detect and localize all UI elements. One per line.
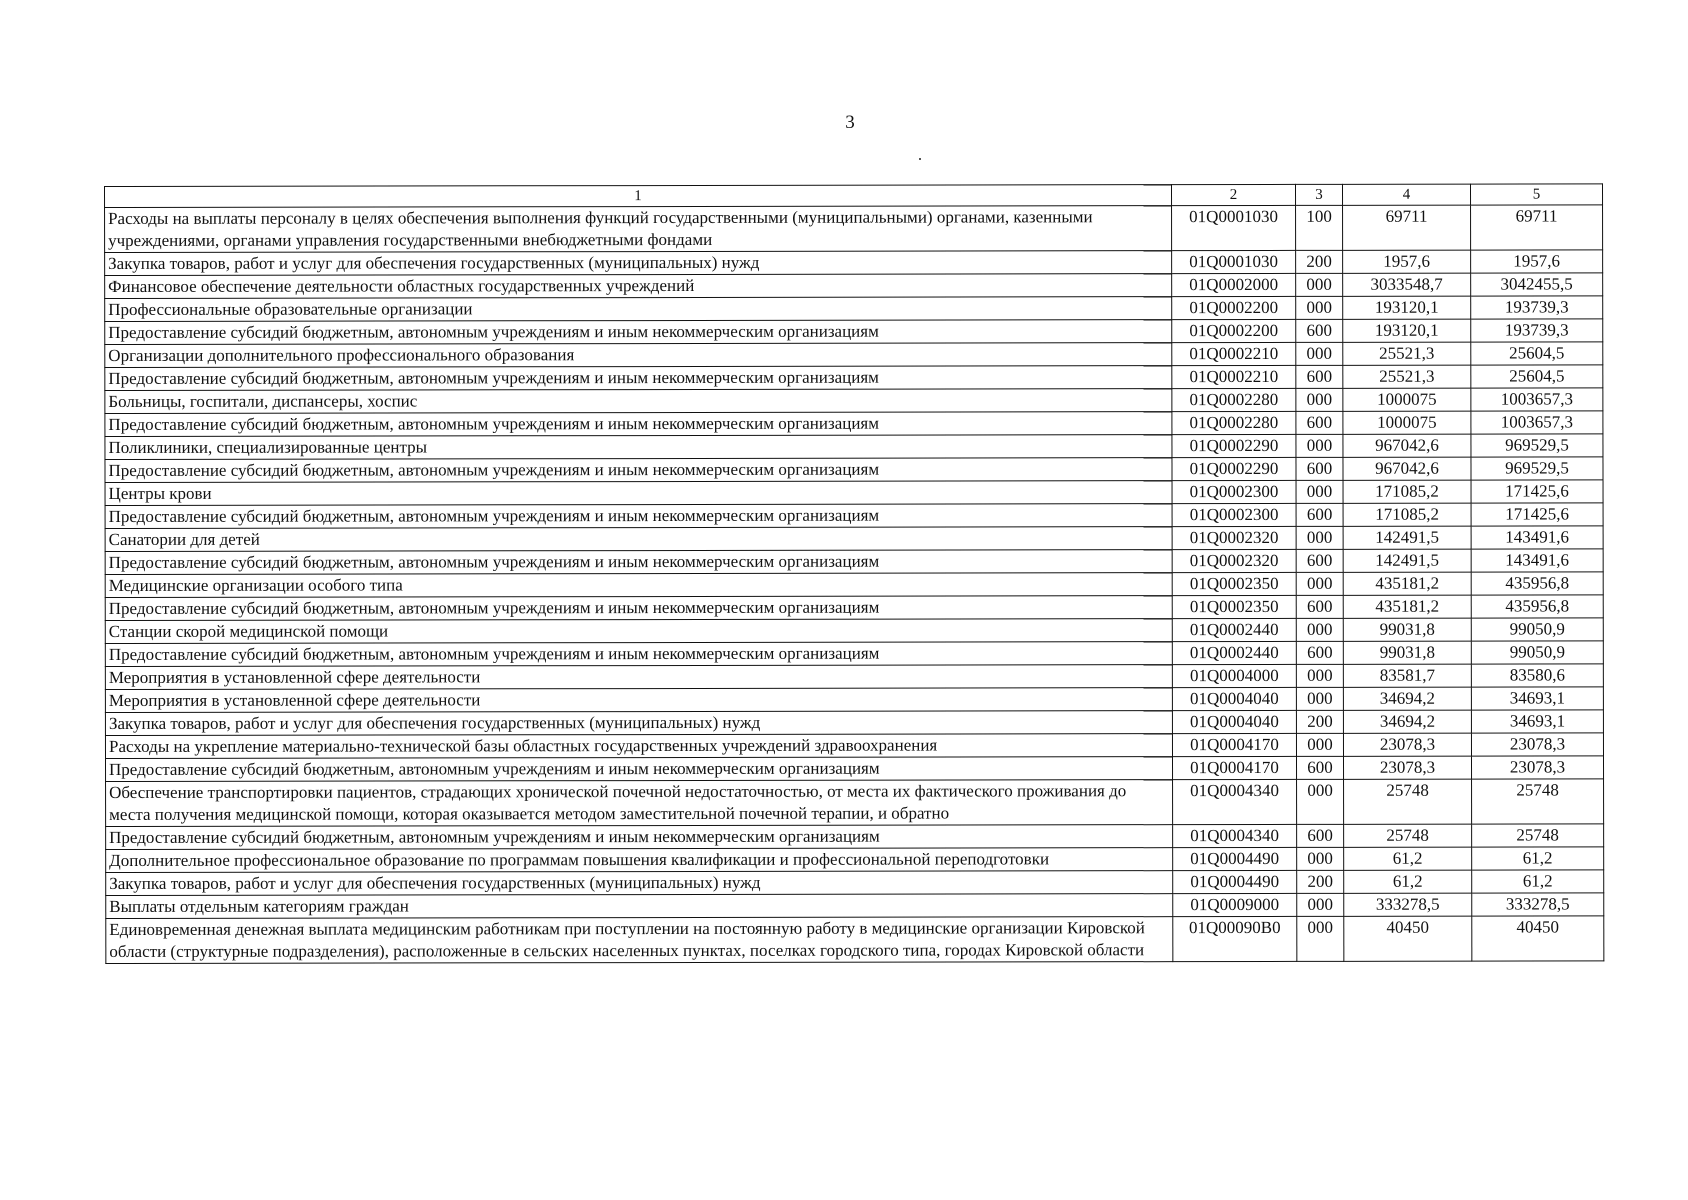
row-value-5-cell: 34693,1 bbox=[1471, 710, 1603, 733]
row-code-cell: 01Q0002290 bbox=[1172, 434, 1296, 457]
table-row bbox=[105, 457, 1603, 483]
row-code-cell: 01Q0002290 bbox=[1172, 457, 1296, 480]
table-row bbox=[105, 664, 1603, 690]
budget-table bbox=[104, 183, 1604, 964]
row-value-4-cell: 25521,3 bbox=[1343, 365, 1471, 388]
row-code-cell: 01Q0002210 bbox=[1172, 342, 1296, 365]
row-value-4-cell: 25748 bbox=[1344, 779, 1472, 824]
row-code-cell: 01Q0004340 bbox=[1173, 779, 1297, 824]
column-header-2: 2 bbox=[1171, 184, 1295, 205]
row-value-4-cell: 967042,6 bbox=[1343, 434, 1471, 457]
row-value-5-cell: 83580,6 bbox=[1471, 664, 1603, 687]
row-name-cell: Выплаты отдельным категориям граждан bbox=[106, 894, 1173, 919]
row-name-cell: Единовременная денежная выплата медицинским работникам при поступлении на постоянную работу в медицинские организации Кировской области (структурные подразделения), расположенные в сельских населенных пунктах, поселках городского типа, городах Кировской области bbox=[106, 917, 1173, 964]
row-code-cell: 01Q0004040 bbox=[1172, 710, 1296, 733]
table-row bbox=[105, 687, 1603, 713]
row-value-5-cell: 25604,5 bbox=[1471, 365, 1603, 388]
row-value-4-cell: 171085,2 bbox=[1343, 503, 1471, 526]
table-row bbox=[105, 388, 1603, 414]
row-code-cell: 01Q0004490 bbox=[1173, 847, 1297, 870]
row-value-5-cell: 34693,1 bbox=[1471, 687, 1603, 710]
row-type-cell: 000 bbox=[1296, 480, 1343, 503]
column-header-3: 3 bbox=[1295, 184, 1342, 205]
row-code-cell: 01Q0004040 bbox=[1172, 687, 1296, 710]
row-type-cell: 600 bbox=[1296, 549, 1343, 572]
row-name-cell: Закупка товаров, работ и услуг для обеспечения государственных (муниципальных) нужд bbox=[106, 871, 1173, 896]
table-header-row bbox=[105, 184, 1603, 208]
row-value-4-cell: 1000075 bbox=[1343, 411, 1471, 434]
table-row bbox=[106, 916, 1604, 964]
row-name-cell: Предоставление субсидий бюджетным, автономным учреждениям и иным некоммерческим организациям bbox=[105, 458, 1172, 483]
row-value-4-cell: 61,2 bbox=[1344, 847, 1472, 870]
row-type-cell: 000 bbox=[1296, 296, 1343, 319]
row-type-cell: 000 bbox=[1296, 273, 1343, 296]
row-value-5-cell: 23078,3 bbox=[1471, 756, 1603, 779]
row-type-cell: 600 bbox=[1296, 319, 1343, 342]
row-code-cell: 01Q0002210 bbox=[1172, 365, 1296, 388]
row-value-4-cell: 1000075 bbox=[1343, 388, 1471, 411]
row-name-cell: Предоставление субсидий бюджетным, автономным учреждениям и иным некоммерческим организациям bbox=[105, 757, 1172, 782]
table-row bbox=[105, 526, 1603, 552]
row-type-cell: 600 bbox=[1297, 824, 1344, 847]
row-value-4-cell: 435181,2 bbox=[1343, 595, 1471, 618]
row-type-cell: 000 bbox=[1297, 893, 1344, 916]
row-name-cell: Больницы, госпитали, диспансеры, хоспис bbox=[105, 389, 1172, 414]
row-value-4-cell: 25748 bbox=[1344, 824, 1472, 847]
row-value-4-cell: 171085,2 bbox=[1343, 480, 1471, 503]
row-type-cell: 000 bbox=[1296, 388, 1343, 411]
row-value-4-cell: 34694,2 bbox=[1343, 687, 1471, 710]
table-row bbox=[106, 870, 1604, 896]
row-value-5-cell: 23078,3 bbox=[1471, 733, 1603, 756]
page-number: 3 bbox=[845, 112, 855, 133]
row-value-4-cell: 23078,3 bbox=[1343, 733, 1471, 756]
row-type-cell: 600 bbox=[1296, 365, 1343, 388]
row-value-4-cell: 435181,2 bbox=[1343, 572, 1471, 595]
row-value-5-cell: 61,2 bbox=[1472, 870, 1604, 893]
row-type-cell: 600 bbox=[1296, 411, 1343, 434]
row-name-cell: Центры крови bbox=[105, 481, 1172, 506]
row-value-4-cell: 142491,5 bbox=[1343, 526, 1471, 549]
row-code-cell: 01Q0002350 bbox=[1172, 572, 1296, 595]
table-row bbox=[105, 434, 1603, 460]
row-code-cell: 01Q0002000 bbox=[1172, 273, 1296, 296]
table-row bbox=[105, 733, 1603, 759]
row-name-cell: Организации дополнительного профессионального образования bbox=[105, 343, 1172, 368]
row-value-4-cell: 967042,6 bbox=[1343, 457, 1471, 480]
row-name-cell: Санатории для детей bbox=[105, 527, 1172, 552]
row-value-5-cell: 143491,6 bbox=[1471, 526, 1603, 549]
row-type-cell: 600 bbox=[1296, 641, 1343, 664]
table-row bbox=[105, 710, 1603, 736]
row-value-4-cell: 193120,1 bbox=[1343, 319, 1471, 342]
row-value-5-cell: 435956,8 bbox=[1471, 595, 1603, 618]
row-value-4-cell: 23078,3 bbox=[1343, 756, 1471, 779]
table-row bbox=[105, 572, 1603, 598]
row-type-cell: 000 bbox=[1296, 618, 1343, 641]
row-code-cell: 01Q0004170 bbox=[1172, 733, 1296, 756]
row-value-4-cell: 99031,8 bbox=[1343, 641, 1471, 664]
row-name-cell: Обеспечение транспортировки пациентов, страдающих хронической почечной недостаточностью, от места их фактического проживания до места получения медицинской помощи, которая оказывается методом заместительной почечной терапии, и обратно bbox=[106, 780, 1173, 827]
row-value-5-cell: 25748 bbox=[1472, 824, 1604, 847]
row-type-cell: 000 bbox=[1296, 664, 1343, 687]
row-type-cell: 200 bbox=[1296, 250, 1343, 273]
table-row bbox=[105, 365, 1603, 391]
row-code-cell: 01Q0004000 bbox=[1172, 664, 1296, 687]
table-row bbox=[106, 779, 1604, 827]
row-value-4-cell: 34694,2 bbox=[1343, 710, 1471, 733]
row-code-cell: 01Q0009000 bbox=[1173, 893, 1297, 916]
table-row bbox=[105, 595, 1603, 621]
row-value-5-cell: 1003657,3 bbox=[1471, 411, 1603, 434]
row-code-cell: 01Q0002200 bbox=[1172, 319, 1296, 342]
row-name-cell: Поликлиники, специализированные центры bbox=[105, 435, 1172, 460]
table-row bbox=[105, 273, 1603, 299]
row-code-cell: 01Q0004340 bbox=[1173, 824, 1297, 847]
row-type-cell: 000 bbox=[1296, 572, 1343, 595]
row-code-cell: 01Q0002350 bbox=[1172, 595, 1296, 618]
table-row bbox=[105, 205, 1603, 253]
row-name-cell: Расходы на укрепление материально-технической базы областных государственных учреждений здравоохранения bbox=[105, 734, 1172, 759]
row-value-5-cell: 99050,9 bbox=[1471, 618, 1603, 641]
table-row bbox=[105, 250, 1603, 276]
row-name-cell: Предоставление субсидий бюджетным, автономным учреждениям и иным некоммерческим организациям bbox=[106, 825, 1173, 850]
row-name-cell: Закупка товаров, работ и услуг для обеспечения государственных (муниципальных) нужд bbox=[105, 711, 1172, 736]
row-code-cell: 01Q0002300 bbox=[1172, 480, 1296, 503]
table-row bbox=[105, 342, 1603, 368]
row-name-cell: Предоставление субсидий бюджетным, автономным учреждениям и иным некоммерческим организациям bbox=[105, 504, 1172, 529]
row-code-cell: 01Q0002440 bbox=[1172, 618, 1296, 641]
row-code-cell: 01Q0002280 bbox=[1172, 411, 1296, 434]
row-type-cell: 000 bbox=[1296, 434, 1343, 457]
row-type-cell: 200 bbox=[1296, 710, 1343, 733]
row-type-cell: 000 bbox=[1297, 779, 1344, 824]
table-row bbox=[105, 549, 1603, 575]
row-value-5-cell: 99050,9 bbox=[1471, 641, 1603, 664]
table-row bbox=[105, 756, 1603, 782]
row-type-cell: 000 bbox=[1296, 687, 1343, 710]
row-value-4-cell: 3033548,7 bbox=[1343, 273, 1471, 296]
row-value-5-cell: 1003657,3 bbox=[1471, 388, 1603, 411]
row-type-cell: 000 bbox=[1296, 342, 1343, 365]
row-code-cell: 01Q0002200 bbox=[1172, 296, 1296, 319]
row-type-cell: 200 bbox=[1297, 870, 1344, 893]
table-row bbox=[105, 319, 1603, 345]
row-value-4-cell: 25521,3 bbox=[1343, 342, 1471, 365]
table-row bbox=[105, 296, 1603, 322]
column-header-4: 4 bbox=[1342, 184, 1470, 205]
row-code-cell: 01Q0001030 bbox=[1172, 250, 1296, 273]
table-row bbox=[106, 847, 1604, 873]
table-row bbox=[105, 641, 1603, 667]
row-name-cell: Мероприятия в установленной сфере деятельности bbox=[105, 688, 1172, 713]
budget-table-body bbox=[105, 184, 1604, 964]
row-value-5-cell: 171425,6 bbox=[1471, 503, 1603, 526]
row-value-4-cell: 1957,6 bbox=[1343, 250, 1471, 273]
row-value-4-cell: 193120,1 bbox=[1343, 296, 1471, 319]
row-name-cell: Предоставление субсидий бюджетным, автономным учреждениям и иным некоммерческим организациям bbox=[105, 550, 1172, 575]
row-value-4-cell: 61,2 bbox=[1344, 870, 1472, 893]
row-value-5-cell: 193739,3 bbox=[1471, 296, 1603, 319]
row-type-cell: 100 bbox=[1296, 205, 1343, 250]
row-value-4-cell: 40450 bbox=[1344, 916, 1472, 961]
table-row bbox=[105, 411, 1603, 437]
row-value-4-cell: 99031,8 bbox=[1343, 618, 1471, 641]
row-name-cell: Расходы на выплаты персоналу в целях обеспечения выполнения функций государственными (муниципальными) органами, казенными учреждениями, органами управления государственными внебюджетными фондами bbox=[105, 206, 1172, 253]
row-code-cell: 01Q0004170 bbox=[1172, 756, 1296, 779]
row-code-cell: 01Q0001030 bbox=[1172, 205, 1296, 250]
row-code-cell: 01Q00090B0 bbox=[1173, 916, 1297, 961]
scan-speck bbox=[919, 158, 921, 160]
row-name-cell: Станции скорой медицинской помощи bbox=[105, 619, 1172, 644]
row-value-5-cell: 61,2 bbox=[1472, 847, 1604, 870]
row-name-cell: Мероприятия в установленной сфере деятельности bbox=[105, 665, 1172, 690]
row-type-cell: 600 bbox=[1296, 503, 1343, 526]
row-name-cell: Финансовое обеспечение деятельности областных государственных учреждений bbox=[105, 274, 1172, 299]
row-code-cell: 01Q0002280 bbox=[1172, 388, 1296, 411]
row-value-5-cell: 25604,5 bbox=[1471, 342, 1603, 365]
row-code-cell: 01Q0004490 bbox=[1173, 870, 1297, 893]
row-value-5-cell: 69711 bbox=[1471, 205, 1603, 250]
row-value-5-cell: 969529,5 bbox=[1471, 457, 1603, 480]
row-value-4-cell: 69711 bbox=[1343, 205, 1471, 250]
row-value-5-cell: 435956,8 bbox=[1471, 572, 1603, 595]
row-value-4-cell: 83581,7 bbox=[1343, 664, 1471, 687]
table-row bbox=[105, 480, 1603, 506]
row-name-cell: Медицинские организации особого типа bbox=[105, 573, 1172, 598]
row-value-5-cell: 193739,3 bbox=[1471, 319, 1603, 342]
row-value-5-cell: 143491,6 bbox=[1471, 549, 1603, 572]
row-name-cell: Предоставление субсидий бюджетным, автономным учреждениям и иным некоммерческим организациям bbox=[105, 596, 1172, 621]
row-type-cell: 000 bbox=[1296, 526, 1343, 549]
row-value-5-cell: 3042455,5 bbox=[1471, 273, 1603, 296]
row-code-cell: 01Q0002440 bbox=[1172, 641, 1296, 664]
row-value-5-cell: 40450 bbox=[1472, 916, 1604, 961]
row-name-cell: Закупка товаров, работ и услуг для обеспечения государственных (муниципальных) нужд bbox=[105, 251, 1172, 276]
row-name-cell: Дополнительное профессиональное образование по программам повышения квалификации и профессиональной переподготовки bbox=[106, 848, 1173, 873]
row-value-5-cell: 333278,5 bbox=[1472, 893, 1604, 916]
column-header-5: 5 bbox=[1470, 184, 1602, 205]
table-row bbox=[106, 824, 1604, 850]
row-name-cell: Предоставление субсидий бюджетным, автономным учреждениям и иным некоммерческим организациям bbox=[105, 412, 1172, 437]
row-type-cell: 600 bbox=[1296, 756, 1343, 779]
table-row bbox=[105, 503, 1603, 529]
column-header-1: 1 bbox=[105, 185, 1172, 208]
row-type-cell: 000 bbox=[1297, 916, 1344, 961]
row-type-cell: 000 bbox=[1296, 733, 1343, 756]
row-code-cell: 01Q0002300 bbox=[1172, 503, 1296, 526]
row-value-4-cell: 142491,5 bbox=[1343, 549, 1471, 572]
row-name-cell: Предоставление субсидий бюджетным, автономным учреждениям и иным некоммерческим организациям bbox=[105, 366, 1172, 391]
row-type-cell: 600 bbox=[1296, 595, 1343, 618]
row-code-cell: 01Q0002320 bbox=[1172, 526, 1296, 549]
row-value-5-cell: 171425,6 bbox=[1471, 480, 1603, 503]
row-name-cell: Предоставление субсидий бюджетным, автономным учреждениям и иным некоммерческим организациям bbox=[105, 320, 1172, 345]
row-type-cell: 600 bbox=[1296, 457, 1343, 480]
table-row bbox=[105, 618, 1603, 644]
table-row bbox=[106, 893, 1604, 919]
row-code-cell: 01Q0002320 bbox=[1172, 549, 1296, 572]
row-type-cell: 000 bbox=[1297, 847, 1344, 870]
row-value-5-cell: 969529,5 bbox=[1471, 434, 1603, 457]
row-value-5-cell: 1957,6 bbox=[1471, 250, 1603, 273]
row-name-cell: Предоставление субсидий бюджетным, автономным учреждениям и иным некоммерческим организациям bbox=[105, 642, 1172, 667]
row-value-4-cell: 333278,5 bbox=[1344, 893, 1472, 916]
row-name-cell: Профессиональные образовательные организации bbox=[105, 297, 1172, 322]
row-value-5-cell: 25748 bbox=[1472, 779, 1604, 824]
